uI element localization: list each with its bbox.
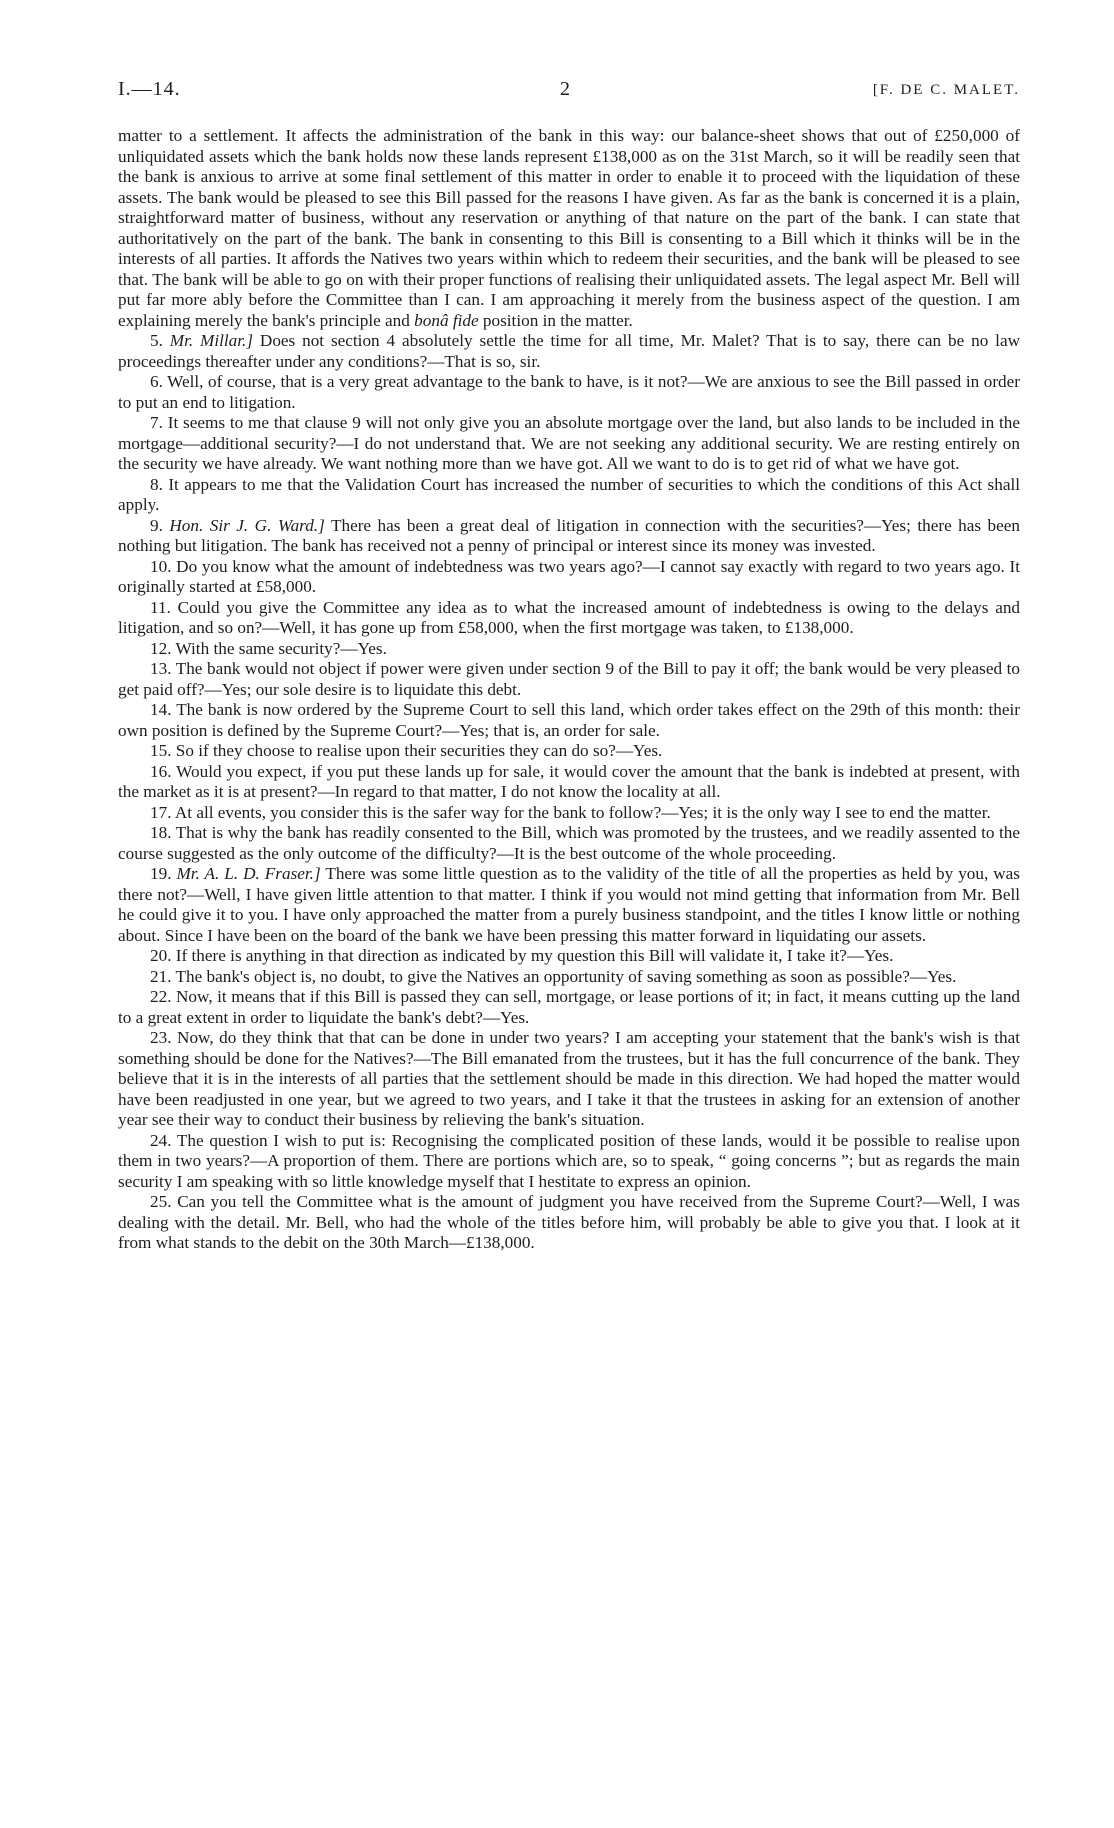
question-number: 8.	[150, 474, 163, 494]
question-6	[118, 372, 1020, 413]
question-number: 18.	[150, 823, 172, 842]
question-16	[118, 762, 1020, 803]
question-19	[118, 864, 1020, 946]
question-number: 22.	[150, 987, 172, 1006]
question-text: Now, do they think that that can be done in under two years? I am accepting your statement that the bank's wish is that something should be done for the Natives?—The Bill emanated from the trustees, but it has the full concurrence of the bank. They believe that it is in the interests of all parties that the settlement should be made in this direction. We had hoped the matter would have been readjusted in one year, but we agreed to two years, and I take it that the trustees in asking for an extension of another year see their way to conduct their business by relieving the bank's situation.	[118, 1028, 1020, 1129]
question-22	[118, 987, 1020, 1028]
opening-paragraph	[118, 126, 1020, 331]
minutes-of-evidence	[118, 126, 1020, 1254]
question-number: 17.	[150, 802, 172, 822]
question-9	[118, 516, 1020, 557]
witness-name: [F. DE C. MALET.	[872, 82, 1020, 98]
question-text: The bank is now ordered by the Supreme Court to sell this land, which order takes effect on the 29th of this month: their own position is defined by the Supreme Court?—Yes; that is, an order for sale.	[118, 700, 1020, 740]
question-14	[118, 700, 1020, 741]
question-text: The question I wish to put is: Recognising the complicated position of these lands, would it be possible to realise upon them in two years?—A proportion of them. There are portions which are, so to speak, “ going concerns ”; but as regards the main security I am speaking with so little knowledge myself that I hestitate to express an opinion.	[118, 1130, 1020, 1191]
opening-italic: bonâ fide	[414, 310, 479, 330]
question-number: 24.	[150, 1130, 172, 1150]
question-text: It seems to me that clause 9 will not only give you an absolute mortgage over the land, but also lands to be included in the mortgage—additional security?—I do not understand that. We are not seeking any additional security. We are resting entirely on the security we have already. We want nothing more than we have got. All we want to do is to get rid of what we have got.	[118, 413, 1020, 473]
speaker: Hon. Sir J. G. Ward.]	[169, 515, 325, 535]
question-10	[118, 557, 1020, 598]
question-12	[118, 639, 1020, 660]
question-21	[118, 967, 1020, 988]
question-number: 6.	[150, 372, 163, 391]
opening-end: position in the matter.	[482, 310, 633, 330]
question-text: The bank would not object if power were given under section 9 of the Bill to pay it off; the bank would be very pleased to get paid off?—Yes; our sole desire is to liquidate this debt.	[118, 659, 1020, 699]
page-number: 2	[560, 78, 570, 100]
question-number: 23.	[150, 1028, 172, 1047]
question-number: 9.	[150, 515, 163, 535]
question-text: So if they choose to realise upon their securities they can do so?—Yes.	[175, 741, 663, 760]
question-number: 15.	[150, 741, 172, 760]
question-number: 13.	[150, 659, 172, 678]
question-number: 7.	[150, 413, 163, 432]
question-number: 14.	[150, 700, 172, 719]
question-24	[118, 1131, 1020, 1193]
question-13	[118, 659, 1020, 700]
question-number: 12.	[150, 638, 172, 658]
question-5	[118, 331, 1020, 372]
question-text: At all events, you consider this is the safer way for the bank to follow?—Yes; it is the only way I see to end the matter.	[174, 802, 991, 822]
question-text: Does not section 4 absolutely settle the time for all time, Mr. Malet? That is to say, there can be no law proceedings thereafter under any conditions?—That is so, sir.	[118, 331, 1020, 371]
question-text: It appears to me that the Validation Court has increased the number of securities to which the conditions of this Act shall apply.	[118, 474, 1021, 514]
question-text: If there is anything in that direction as indicated by my question this Bill will validate it, I take it?—Yes.	[175, 946, 894, 965]
question-number: 11.	[150, 597, 171, 617]
question-number: 25.	[150, 1192, 172, 1211]
question-23	[118, 1028, 1020, 1131]
question-7	[118, 413, 1020, 475]
question-text: Do you know what the amount of indebtedness was two years ago?—I cannot say exactly with regard to two years ago. It originally started at £58,000.	[118, 556, 1021, 596]
question-number: 5.	[150, 331, 163, 350]
question-number: 10.	[150, 556, 172, 576]
speaker: Mr. A. L. D. Fraser.]	[176, 864, 321, 883]
page-header	[118, 78, 1020, 108]
question-text: That is why the bank has readily consented to the Bill, which was promoted by the trustees, and we readily assented to the course suggested as the only outcome of the difficulty?—It is the best outcome of the whole proceeding.	[118, 823, 1020, 863]
question-25	[118, 1192, 1020, 1254]
question-number: 19.	[150, 864, 172, 883]
opening-text: matter to a settlement. It affects the administration of the bank in this way: our balance-sheet shows that out of £250,000 of unliquidated assets which the bank holds now these lands represent £138,000 as on the 31st March, so it will be readily seen that the bank is anxious to arrive at some final settlement of this matter in order to enable it to proceed with the liquidation of these assets. The bank would be pleased to see this Bill passed for the reasons I have given. As far as the bank is concerned it is a plain, straightforward matter of business, without any reservation or anything of that nature on the part of the bank. I can state that authoritatively on the part of the bank. The bank in consenting to this Bill is consenting to a Bill which it thinks will be in the interests of all parties. It affords the Natives two years within which to redeem their securities, and the bank will be pleased to see that. The bank will be able to go on with their proper functions of realising their unliquidated assets. The legal aspect Mr. Bell will put far more ably before the Committee than I can. I am approaching it merely from the business aspect of the question. I am explaining merely the bank's principle and	[118, 126, 1020, 330]
question-text: Could you give the Committee any idea as to what the increased amount of indebtedness is owing to the delays and litigation, and so on?—Well, it has gone up from £58,000, when the first mortgage was taken, to £138,000.	[118, 597, 1021, 637]
question-text: There was some little question as to the validity of the title of all the properties as held by you, was there not?—Well, I have given little attention to that matter. I think if you would not mind getting that information from Mr. Bell he could give it to you. I have only approached the matter from a purely business standpoint, and the titles I know little or nothing about. Since I have been on the board of the bank we have been pressing this matter forward in liquidating our assets.	[118, 864, 1020, 945]
question-17	[118, 803, 1020, 824]
question-text: Well, of course, that is a very great advantage to the bank to have, is it not?—We are anxious to see the Bill passed in order to put an end to litigation.	[118, 372, 1020, 412]
question-15	[118, 741, 1020, 762]
question-text: There has been a great deal of litigation in connection with the securities?—Yes; there has been nothing but litigation. The bank has received not a penny of principal or interest since its money was invested.	[118, 515, 1021, 555]
speaker: Mr. Millar.]	[169, 331, 254, 350]
question-number: 20.	[150, 946, 172, 965]
question-number: 21.	[150, 966, 172, 986]
question-number: 16.	[150, 761, 172, 781]
question-8	[118, 475, 1020, 516]
question-text: Can you tell the Committee what is the amount of judgment you have received from the Supreme Court?—Well, I was dealing with the detail. Mr. Bell, who had the whole of the titles before him, will probably be able to give you that. I look at it from what stands to the debit on the 30th March—£138,000.	[118, 1192, 1020, 1252]
question-text: Would you expect, if you put these lands up for sale, it would cover the amount that the bank is indebted at present, with the market as it is at present?—In regard to that matter, I do not know the locality at all.	[118, 761, 1020, 801]
question-text: Now, it means that if this Bill is passed they can sell, mortgage, or lease portions of it; in fact, it means cutting up the land to a great extent in order to liquidate the bank's debt?—Yes.	[118, 987, 1021, 1027]
question-text: The bank's object is, no doubt, to give the Natives an opportunity of saving something as soon as possible?—Yes.	[175, 966, 957, 986]
question-20	[118, 946, 1020, 967]
document-reference: I.—14.	[118, 78, 181, 100]
question-18	[118, 823, 1020, 864]
question-11	[118, 598, 1020, 639]
question-text: With the same security?—Yes.	[175, 638, 387, 658]
